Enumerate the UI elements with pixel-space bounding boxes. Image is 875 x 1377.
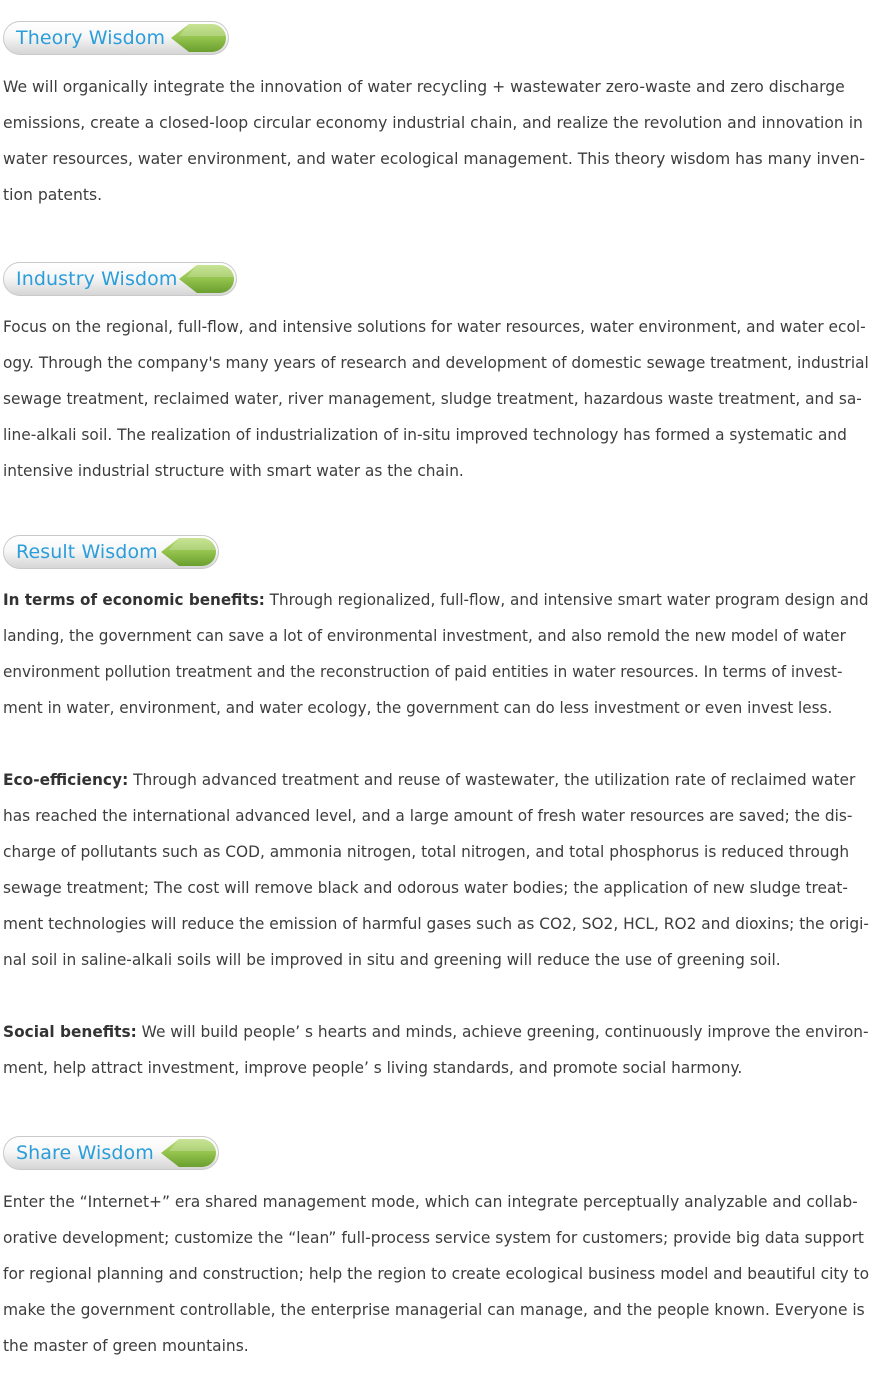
green-arrow-icon [177, 262, 237, 296]
section-title-theory: Theory Wisdom [16, 27, 166, 49]
section-title-share: Share Wisdom [16, 1142, 154, 1164]
economic-benefits-label: In terms of economic benefits: [3, 591, 265, 609]
section-tag-share [3, 1136, 219, 1170]
section-tag-result [3, 535, 219, 569]
eco-efficiency-paragraph: Eco-efficiency: Through advanced treatment and reuse of wastewater, the utilization rate of reclaimed water has reached the international advanced level, and a large amount of fresh water resources are saved; the dis- charge of pollutants such as COD, ammonia nitrogen, total nitrogen, and total phosphorus is reduced through sewage treatment; The cost will remove black and odorous water bodies; the application of new sludge treat- ment technologies will reduce the emission of harmful gases such as CO2, SO2, HCL, RO2 and dioxins; the origi- nal soil in saline-alkali soils will be improved in situ and greening will reduce the use of greening soil. [3, 771, 869, 969]
share-paragraph: Enter the “Internet+” era shared management mode, which can integrate perceptually analyzable and collab- orative development; customize the “lean” full-process service system for customers; provide big data support for regional planning and construction; help the region to create ecological business model and beautiful city to make the government controllable, the enterprise managerial can manage, and the people known. Everyone is the master of green mountains. [3, 1193, 870, 1355]
industry-paragraph: Focus on the regional, full-flow, and intensive solutions for water resources, water environment, and water ecol- ogy. Through the company's many years of research and development of domestic sewage treatment, industrial sewage treatment, reclaimed water, river management, sludge treatment, hazardous waste treatment, and sa- line-alkali soil. The realization of industrialization of in-situ improved technology has formed a systematic and intensive industrial structure with smart water as the chain. [3, 318, 869, 480]
eco-efficiency-label: Eco-efficiency: [3, 771, 129, 789]
economic-benefits-paragraph: In terms of economic benefits: Through regionalized, full-flow, and intensive smart water program design and landing, the government can save a lot of environmental investment, and also remold the new model of water environment pollution treatment and the reconstruction of paid entities in water resources. In terms of invest- ment in water, environment, and water ecology, the government can do less investment or even invest less. [3, 591, 869, 717]
social-benefits-label: Social benefits: [3, 1023, 137, 1041]
theory-paragraph: We will organically integrate the innovation of water recycling + wastewater zero-waste and zero discharge emissions, create a closed-loop circular economy industrial chain, and realize the revolution and innovation in water resources, water environment, and water ecological management. This theory wisdom has many inven- tion patents. [3, 78, 865, 204]
green-arrow-icon [159, 535, 219, 569]
section-tag-theory [3, 21, 229, 55]
section-tag-industry [3, 262, 237, 296]
section-title-industry: Industry Wisdom [16, 268, 178, 290]
social-benefits-paragraph: Social benefits: We will build people’ s hearts and minds, achieve greening, continuously improve the environ- ment, help attract investment, improve people’ s living standards, and promote social harmony. [3, 1023, 869, 1077]
section-title-result: Result Wisdom [16, 541, 158, 563]
green-arrow-icon [169, 21, 229, 55]
green-arrow-icon [159, 1136, 219, 1170]
